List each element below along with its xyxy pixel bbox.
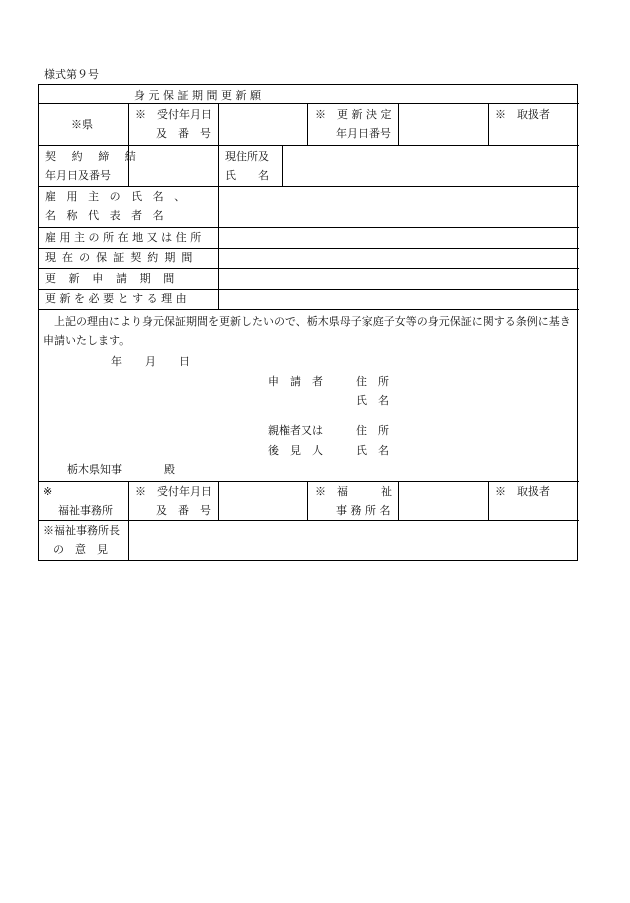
welfare-receipt-date-label: ※ 受付年月日 — [135, 485, 212, 498]
application-form-table — [38, 84, 578, 561]
governor-label: 栃木県知事 — [67, 463, 122, 476]
receipt-date-label: ※ 受付年月日 — [135, 108, 212, 121]
guardian-address-label: 住 所 — [356, 424, 389, 437]
office-director-label: ※福祉事務所長 — [43, 524, 120, 537]
name-label: 氏 名 — [225, 169, 269, 182]
receipt-number-label: 及 番 号 — [156, 127, 211, 140]
renewal-decision-label: ※ 更 新 決 定 — [315, 108, 392, 121]
current-period-label: 現在の保証契約期間 — [45, 251, 199, 264]
form-title: 身 元 保 証 期 間 更 新 願 — [134, 89, 261, 102]
employer-representative-label: 名 称 代 表 者 名 — [45, 209, 168, 222]
contract-number-label: 年月日及番号 — [45, 169, 111, 182]
handler-label: ※ 取扱者 — [495, 108, 550, 121]
applicant-name-label: 氏 名 — [356, 394, 389, 407]
welfare-office-label: 福祉事務所 — [58, 504, 113, 517]
welfare-office-mark: ※ — [43, 485, 53, 498]
opinion-label: の 意 見 — [53, 543, 108, 556]
rule-contract — [39, 186, 579, 187]
rule-body — [39, 481, 579, 482]
renewal-period-label: 更新申請期間 — [45, 272, 187, 285]
guardian-name-label: 氏 名 — [356, 444, 389, 457]
renewal-number-label: 年月日番号 — [336, 127, 391, 140]
contract-date-label: 契 約 締 結 — [45, 150, 142, 163]
guardian-title-label: 後 見 人 — [268, 444, 323, 457]
rule-employer-address — [39, 248, 579, 249]
date-year: 年 — [111, 355, 122, 368]
application-statement: 上記の理由により身元保証期間を更新したいので、栃木県母子家庭子女等の身元保証に関する条例に基き — [43, 315, 571, 328]
rule-welfare — [39, 520, 579, 521]
guardian-label: 親権者又は — [268, 424, 323, 437]
date-month: 月 — [145, 355, 156, 368]
welfare-label: ※ 福 祉 — [315, 485, 392, 498]
welfare-handler-label: ※ 取扱者 — [495, 485, 550, 498]
employer-address-label: 雇用主の所在地又は住所 — [45, 231, 205, 244]
rule-title — [39, 103, 579, 104]
form-number: 様式第９号 — [44, 68, 99, 81]
rule-employer-name — [39, 227, 579, 228]
current-address-label: 現住所及 — [225, 150, 269, 163]
date-day: 日 — [179, 355, 190, 368]
welfare-office-name-label: 事 務 所 名 — [336, 504, 391, 517]
prefecture-label: ※県 — [71, 118, 93, 131]
rule-current-period — [39, 268, 579, 269]
rule-renewal-period — [39, 289, 579, 290]
rule-reason — [39, 309, 579, 310]
rule-header — [39, 145, 579, 146]
applicant-address-label: 住 所 — [356, 375, 389, 388]
applicant-label: 申 請 者 — [268, 375, 323, 388]
application-statement-end: 申請いたします。 — [43, 334, 131, 347]
reason-label: 更新を必要とする理由 — [45, 292, 191, 305]
welfare-receipt-number-label: 及 番 号 — [156, 504, 211, 517]
employer-name-label: 雇 用 主 の 氏 名 、 — [45, 190, 189, 203]
honorific-label: 殿 — [164, 463, 175, 476]
